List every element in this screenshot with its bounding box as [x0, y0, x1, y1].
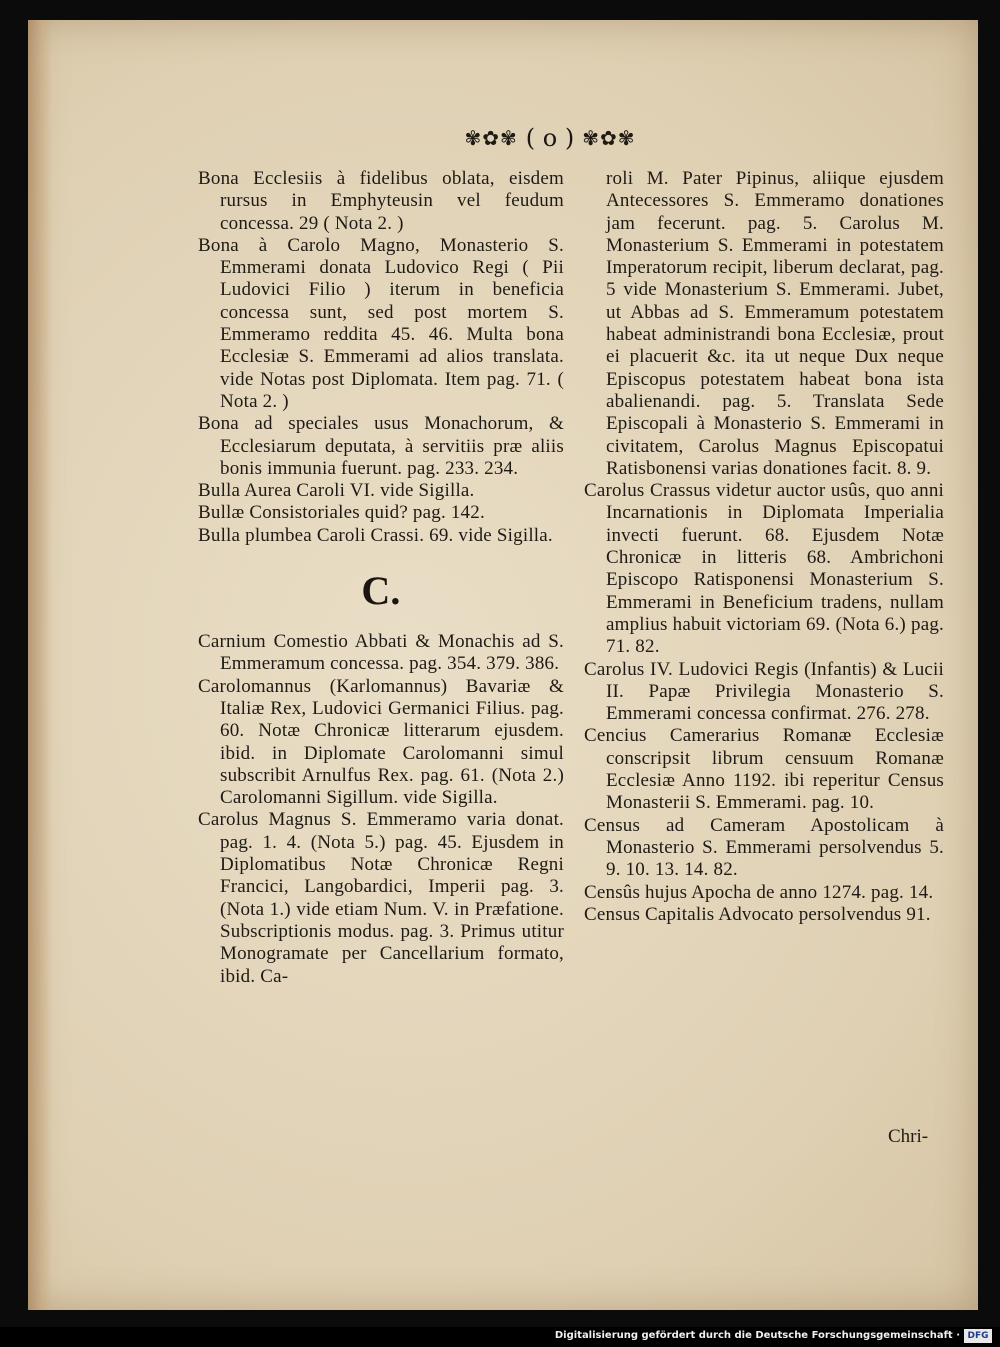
index-entry: Bona ad speciales usus Monachorum, & Ecclesiarum deputata, à servitiis præ aliis bonis immunia fuerunt. pag. 233. 234. — [198, 413, 564, 479]
left-column — [198, 168, 564, 988]
index-entry: Carolus IV. Ludovici Regis (Infantis) & Lucii II. Papæ Privilegia Monasterio S. Emmerami concessa confirmat. 276. 278. — [584, 658, 944, 725]
index-entry: Census Capitalis Advocato persolvendus 91. — [584, 903, 931, 925]
index-entry: Bulla Aurea Caroli VI. vide Sigilla. — [198, 480, 475, 502]
index-entry: Carolus Crassus videtur auctor usûs, quo anni Incarnationis in Diplomata Imperialia invecti fuerunt. 68. Ejusdem Notæ Chronicæ in litteris 68. Ambrichoni Episcopo Ratisponensi Monasterium S. Emmerami in Beneficium tradens, nullam amplius habuit victoriam 69. (Nota 6.) pag. 71. 82. — [584, 480, 944, 658]
footer-credit: Digitalisierung gefördert durch die Deutsche Forschungsgemeinschaft · — [554, 1330, 960, 1341]
index-entry: Census ad Cameram Apostolicam à Monasterio S. Emmerami persolvendus 5. 9. 10. 13. 14. 82. — [584, 814, 944, 881]
index-entry-continued: roli M. Pater Pipinus, aliique ejusdem Antecessores S. Emmeramo donationes jam fecerunt. pag. 5. Carolus M. Monasterium S. Emmerami in potestatem Imperatorum recipit, liberum declarat, pag. 5 vide Monasterium S. Emmerami. Jubet, ut Abbas ad S. Emmeramum potestatem habeat administrandi bona Ecclesiæ, prout ei placuerit &c. ita ut neque Dux neque Episcopus potestatem habeat bona ista abalienandi. pag. 5. Translata Sede Episcopali à Monasterio S. Emmerami in civitatem, Carolus Magnus Episcopatui Ratisbonensi varias donationes facit. 8. 9. — [606, 168, 944, 479]
catchword: Chri- — [888, 1126, 929, 1147]
folio-number: ( o ) — [525, 124, 575, 152]
index-entry: Carnium Comestio Abbati & Monachis ad S. Emmeramum concessa. pag. 354. 379. 386. — [198, 631, 564, 675]
index-entry: Bullæ Consistoriales quid? pag. 142. — [198, 502, 485, 524]
index-entry: Bona Ecclesiis à fidelibus oblata, eisdem rursus in Emphyteusin vel feudum concessa. 29 ( Nota 2. ) — [198, 168, 564, 234]
index-entry: Cencius Camerarius Romanæ Ecclesiæ conscripsit librum censuum Romanæ Ecclesiæ Anno 1192. ibi reperitur Census Monasterii S. Emmerami. pag. 10. — [584, 725, 944, 814]
dfg-logo-icon: DFG — [964, 1329, 992, 1343]
digitization-footer — [0, 1327, 1000, 1347]
index-entry: Bulla plumbea Caroli Crassi. 69. vide Sigilla. — [198, 524, 553, 546]
page-header — [430, 118, 670, 158]
right-column — [584, 168, 944, 926]
section-letter: C. — [361, 568, 401, 614]
index-entry: Carolomannus (Karlomannus) Bavariæ & Italiæ Rex, Ludovici Germanici Filius. pag. 60. Notæ Chronicæ litterarum ejusdem. ibid. in Diplomate Carolomanni simul subscribit Arnulfus Rex. pag. 61. (Nota 2.) Carolomanni Sigillum. vide Sigilla. — [198, 675, 564, 809]
header-ornament-left: ✾✿✾ — [464, 126, 518, 150]
index-entry: Bona à Carolo Magno, Monasterio S. Emmerami donata Ludovico Regi ( Pii Ludovici Filio ) iterum in beneficia concessa sunt, sed post mortem S. Emmeramo reddita 45. 46. Multa bona Ecclesiæ S. Emmerami ad alios translata. vide Notas post Diplomata. Item pag. 71. ( Nota 2. ) — [198, 234, 564, 412]
page-binding-edge — [28, 20, 52, 1310]
index-entry: Carolus Magnus S. Emmeramo varia donat. pag. 1. 4. (Nota 5.) pag. 45. Ejusdem in Diplomatibus Notæ Chronicæ Regni Francici, Langobardici, Imperii pag. 3. (Nota 1.) vide etiam Num. V. in Præfatione. Subscriptionis modus. pag. 3. Primus utitur Monogramate per Cancellarium formato, ibid. Ca- — [198, 809, 564, 987]
header-ornament-right: ✾✿✾ — [582, 126, 636, 150]
index-entry: Censûs hujus Apocha de anno 1274. pag. 14. — [584, 881, 934, 903]
